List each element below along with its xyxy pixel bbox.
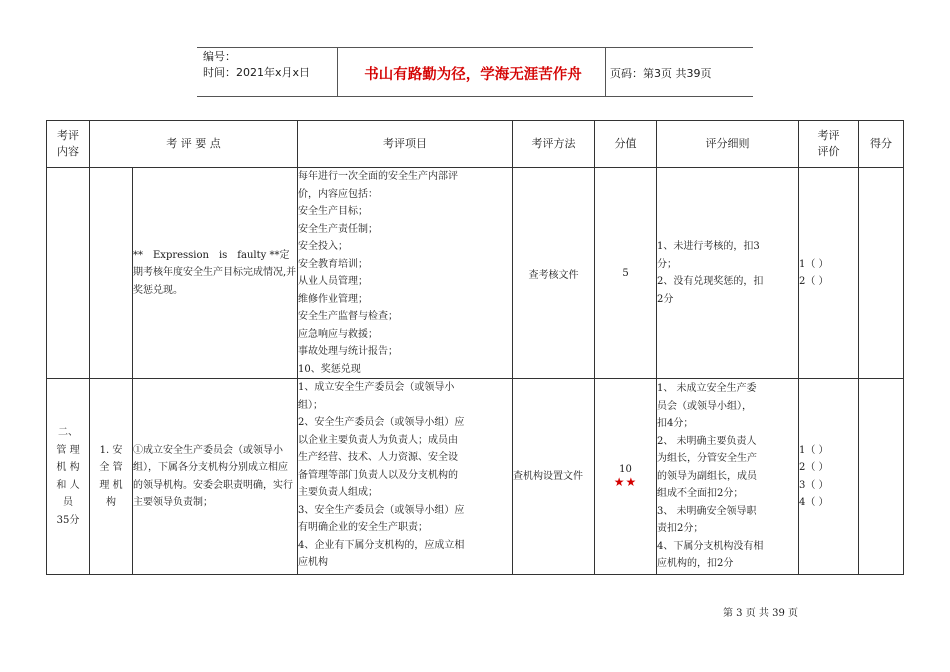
row2-eval [799,379,859,575]
item-line: 备管理等部门负责人以及分支机构的 [298,469,458,481]
rule-line: 组成不全面扣2分； [657,488,744,500]
rule-line: 1、 未成立安全生产委 [657,383,757,395]
number-label: 编号： [203,50,236,63]
rule-line: 的领导为副组长，成员 [657,470,757,482]
col-header-eval: 考评评价 [799,121,859,168]
item-line: 安全生产责任制； [298,223,378,235]
row1-sub [90,168,133,379]
item-line: 应急响应与救援； [298,328,378,340]
row2-got [859,379,904,575]
item-line: 安全生产监督与检查； [298,311,398,322]
row2-point: ①成立安全生产委员会（或领导小组），下属各分支机构分别成立相应的领导机构。安委会职责明确，实行主要领导负责制； [133,379,298,575]
row2-content [47,379,90,575]
item-line: 维修作业管理； [298,293,368,305]
item-line: 价，内容应包括： [298,188,378,200]
row2-rules [657,379,799,575]
page-label: 页码：第3页 共39页 [610,67,712,80]
rule-line: 2、没有兑现奖惩的，扣 [657,276,764,287]
eval-line: 3（ ） [799,479,829,491]
col-header-items: 考评项目 [298,121,513,168]
sub-line: 1. 安 [99,444,123,456]
row1-got [859,168,904,379]
header-bottom-rule [197,96,753,97]
header-top-rule [197,47,753,48]
item-line: 应机构 [298,557,328,568]
item-line: 10、奖惩兑现 [298,363,361,375]
row1-point: ** Expression is faulty **定期考核年度安全生产目标完成情况,并奖惩兑现。 [133,168,298,379]
rule-line: 3、 未明确安全领导职 [657,505,757,517]
col-header-points: 考 评 要 点 [90,121,298,168]
sub-line: 理 机 [99,479,123,491]
header-divider [337,47,338,96]
row1-rules [657,168,799,379]
rule-line: 4、下属分支机构没有相 [657,540,764,552]
eval-line: 1（ ） [799,258,829,270]
rule-line: 为组长，分管安全生产 [657,453,757,465]
rule-line: 1、未进行考核的，扣3 [657,241,760,252]
item-line: 组）； [298,399,323,411]
row2-sub [90,379,133,575]
score-value: 10 [619,464,632,475]
content-line: 二、 [58,427,78,438]
row1-content [47,168,90,379]
row2-method: 查机构设置文件 [513,379,595,575]
row1-method: 查考核文件 [513,168,595,379]
item-line: 主要负责人组成； [298,487,378,498]
col-header-rules: 评分细则 [657,121,799,168]
rule-line: 2分 [657,293,674,305]
rule-line: 应机构的，扣2分 [657,558,734,570]
item-line: 以企业主要负责人为负责人；成员由 [298,434,458,446]
item-line: 3、安全生产委员会（或领导小组）应 [298,504,465,516]
row2-score [595,379,657,575]
item-line: 从业人员管理； [298,276,368,287]
row1-items [298,168,513,379]
header-divider [605,47,606,96]
col-header-score: 分值 [595,121,657,168]
rule-line: 责扣2分； [657,523,704,535]
row2-items [298,379,513,575]
star-icon: ★★ [613,475,638,489]
content-line: 和 人 [56,479,80,491]
motto: 书山有路勤为径，学海无涯苦作舟 [364,67,582,83]
assessment-table [46,120,904,575]
eval-line: 4（ ） [799,497,829,508]
header-meta [203,49,310,81]
item-line: 安全生产目标； [298,206,368,217]
rule-line: 员会（或领导小组）， [657,400,752,412]
item-line: 1、成立安全生产委员会（或领导小 [298,382,455,393]
table-row [47,168,904,379]
row1-score: 5 [595,168,657,379]
col-header-method: 考评方法 [513,121,595,168]
item-line: 4、企业有下属分支机构的，应成立相 [298,539,465,551]
eval-line: 1（ ） [799,444,829,456]
content-line: 35分 [56,514,80,526]
row1-eval [799,168,859,379]
item-line: 2、安全生产委员会（或领导小组）应 [298,417,465,428]
table-row [47,379,904,575]
content-line: 管 理 [56,444,80,456]
content-line: 员 [63,497,73,508]
rule-line: 扣4分； [657,418,694,430]
item-line: 每年进行一次全面的安全生产内部评 [298,171,458,182]
col-header-got: 得分 [859,121,904,168]
page-footer: 第 3 页 共 39 页 [723,608,798,619]
table-header-row [47,121,904,168]
eval-line: 2（ ） [799,276,829,287]
rule-line: 分； [657,258,677,270]
item-line: 安全教育培训； [298,258,368,270]
item-line: 事故处理与统计报告； [298,346,398,357]
item-line: 有明确企业的安全生产职责； [298,522,428,533]
item-line: 生产经营、技术、人力资源、安全设 [298,452,458,463]
page-header [197,44,753,98]
time-label: 时间：2021年x月x日 [203,66,311,79]
content-line: 机 构 [56,462,80,473]
sub-line: 构 [106,497,116,508]
col-header-content: 考评内容 [47,121,90,168]
item-line: 安全投入； [298,241,348,252]
eval-line: 2（ ） [799,462,829,473]
sub-line: 全 管 [99,462,123,473]
rule-line: 2、 未明确主要负责人 [657,435,757,447]
